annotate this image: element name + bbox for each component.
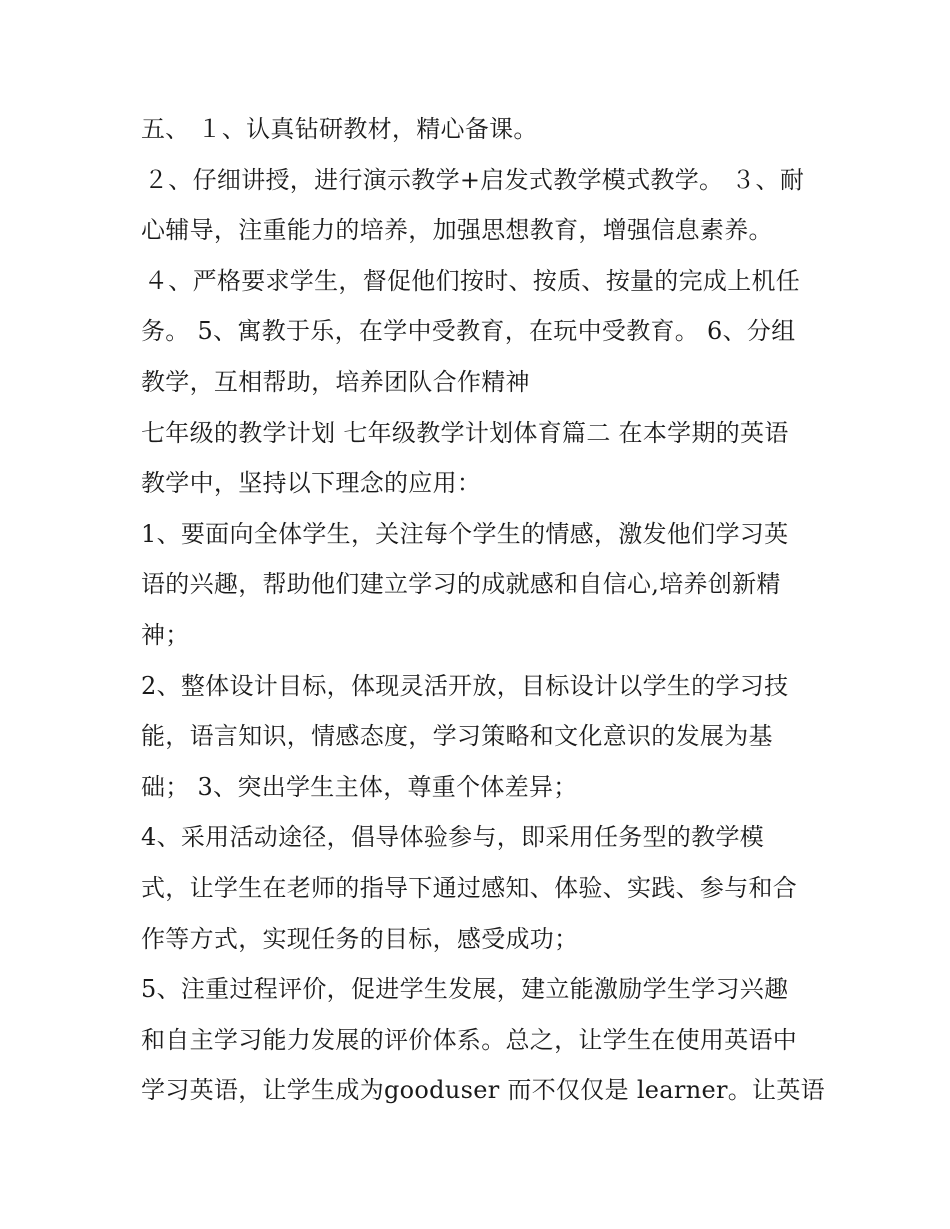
text-line-1: 五、 １、认真钻研教材，精心备课。 (141, 115, 538, 143)
document-body (141, 104, 825, 1116)
text-line-3: 心辅导，注重能力的培养，加强思想教育，增强信息素养。 (141, 216, 773, 245)
text-line-8: 教学中，坚持以下理念的应用： (141, 469, 482, 498)
text-line-12: 2、整体设计目标，体现灵活开放，目标设计以学生的学习技 (141, 671, 789, 700)
text-line-10: 语的兴趣，帮助他们建立学习的成就感和自信心,培养创新精 (141, 570, 781, 599)
text-line-15: 4、采用活动途径，倡导体验参与，即采用任务型的教学模 (141, 823, 765, 852)
text-line-20: 学习英语，让学生成为gooduser 而不仅仅是 learner。让英语 (141, 1076, 825, 1105)
text-line-2: ２、仔细讲授，进行演示教学+启发式教学模式教学。 ３、耐 (144, 165, 805, 194)
text-line-7: 七年级的教学计划 七年级教学计划体育篇二 在本学期的英语 (141, 418, 789, 447)
text-line-17: 作等方式，实现任务的目标，感受成功； (141, 924, 579, 953)
text-line-6: 教学，互相帮助，培养团队合作精神 (141, 367, 530, 396)
text-line-19: 和自主学习能力发展的评价体系。总之，让学生在使用英语中 (141, 1025, 798, 1054)
text-line-11: 神； (141, 620, 190, 649)
text-line-4: ４、严格要求学生，督促他们按时、按质、按量的完成上机任 (144, 266, 801, 295)
text-line-18: 5、注重过程评价，促进学生发展，建立能激励学生学习兴趣 (141, 975, 789, 1004)
text-line-16: 式，让学生在老师的指导下通过感知、体验、实践、参与和合 (141, 873, 798, 902)
text-line-9: 1、要面向全体学生，关注每个学生的情感，激发他们学习英 (141, 519, 789, 548)
text-line-14: 础； 3、突出学生主体，尊重个体差异； (141, 772, 578, 801)
text-line-13: 能，语言知识，情感态度，学习策略和文化意识的发展为基 (141, 722, 773, 751)
text-line-5: 务。 5、寓教于乐，在学中受教育，在玩中受教育。 6、分组 (141, 317, 796, 346)
